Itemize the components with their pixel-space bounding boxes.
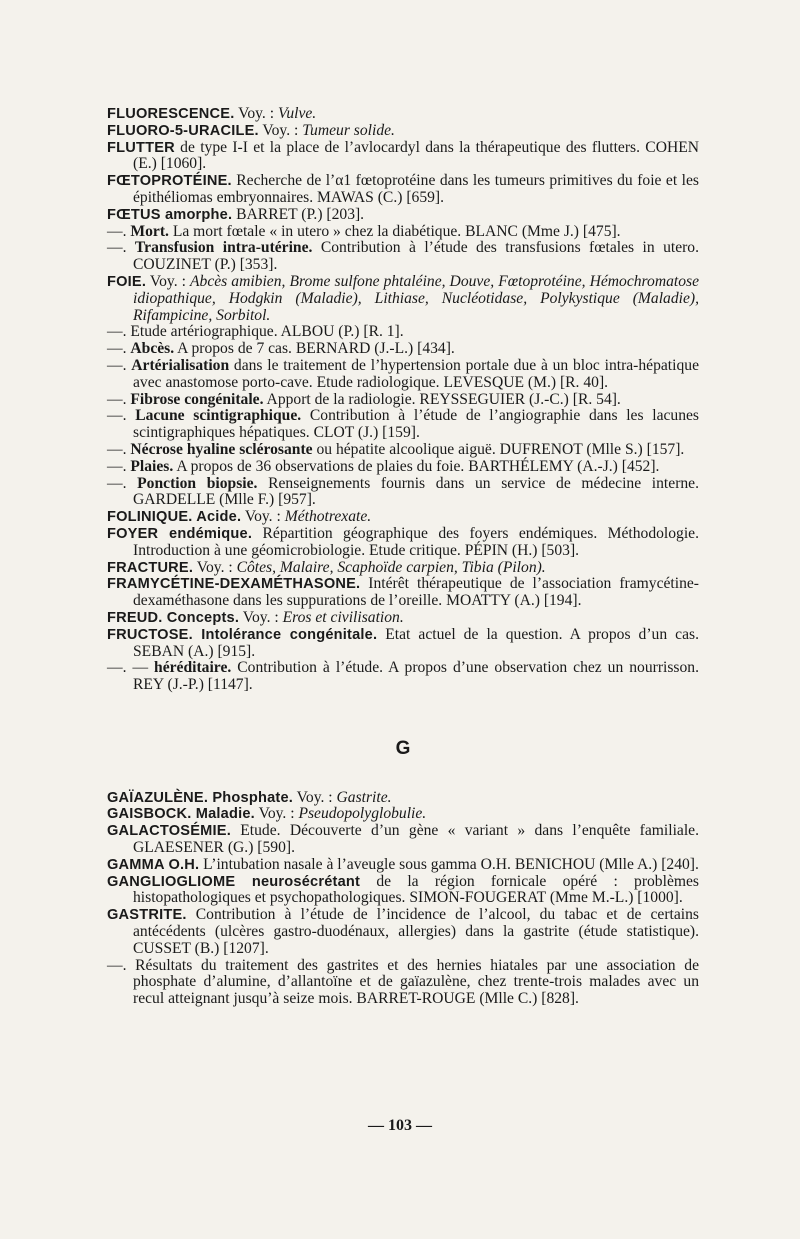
entry-subheading: Fibrose congénitale. — [130, 390, 264, 408]
entry-heading: GAISBOCK. Maladie. — [107, 806, 255, 823]
entry-text: Etat actuel de la question. A propos d’un cas. SEBAN (A.) [915]. — [133, 625, 699, 660]
entry-dash: —. — [107, 390, 131, 408]
entry-dash: —. — [107, 323, 131, 341]
index-entry — [107, 627, 699, 661]
entry-crossref: Vulve. — [277, 105, 317, 122]
entry-heading: FLUTTER — [107, 139, 175, 156]
entry-text: de la région fornicale opéré : problèmes histopathologiques et psychopathologiques. SIMON-FOUGERAT (Mme M.-L.) [1000]. — [133, 872, 699, 907]
entry-heading: FRUCTOSE. Intolérance congénitale. — [107, 626, 378, 643]
entry-dash: —. — [107, 340, 131, 358]
entry-heading: FŒTOPROTÉINE. — [107, 173, 232, 190]
index-entry — [107, 140, 699, 174]
entry-subheading: Abcès. — [130, 340, 175, 358]
entry-text: Voy. : — [234, 105, 278, 122]
entry-text: Contribution à l’étude de l’incidence de l’alcool, du tabac et de certains antécédents (ulcères gastro-duodénaux, allergies) dans la gastrite (étude statistique). CUSSET (B.) [1207]. — [133, 906, 699, 957]
index-entry — [107, 610, 699, 627]
entry-text: de type I-I et la place de l’avlocardyl dans la thérapeutique des flutters. COHEN (E.) [1060]. — [133, 138, 699, 173]
entry-crossref: Côtes, Malaire, Scaphoïde carpien, Tibia (Pilon). — [236, 558, 546, 576]
entry-text: Contribution à l’étude. A propos d’une observation chez un nourrisson. REY (J.-P.) [1147]. — [133, 659, 699, 694]
index-entry — [107, 823, 699, 857]
index-entry — [107, 240, 699, 274]
entry-heading: FOLINIQUE. Acide. — [107, 509, 242, 526]
index-entry — [107, 576, 699, 610]
index-entry — [107, 907, 699, 957]
entry-heading: FOYER endémique. — [107, 525, 253, 542]
entry-crossref: Gastrite. — [336, 788, 392, 806]
entry-text: La mort fœtale « in utero » chez la diabétique. BLANC (Mme J.) [475]. — [168, 222, 621, 240]
index-entry — [107, 106, 699, 123]
entry-text: Voy. : — [293, 788, 337, 806]
entry-text: Répartition géographique des foyers endémiques. Méthodologie. Introduction à une géomicrobiologie. Etude critique. PÉPIN (H.) [503]. — [133, 524, 700, 559]
entry-subheading: Lacune scintigraphique. — [135, 407, 302, 425]
index-entry — [107, 459, 699, 476]
entry-subheading: Artérialisation — [131, 356, 230, 374]
index-entry — [107, 408, 699, 442]
index-entry — [107, 560, 699, 577]
index-entry — [107, 207, 699, 224]
entry-crossref: Pseudopolyglobulie. — [298, 805, 427, 823]
entry-dash: —. — — [107, 659, 155, 677]
entry-crossref: Abcès amibien, Brome sulfone phtaléine, Douve, Fœtoprotéine, Hémochromatose idiopathique, Hodgkin (Maladie), Lithiase, Nucléotidase, Polykystique (Maladie), Rifampicine, Sorbitol. — [133, 272, 699, 324]
entry-dash: —. — [107, 239, 135, 257]
entry-dash: —. — [107, 440, 131, 458]
index-entry — [107, 958, 699, 1008]
entry-text: ou hépatite alcoolique aiguë. DUFRENOT (Mlle S.) [157]. — [312, 440, 685, 458]
section-f-entries — [107, 106, 699, 694]
entry-text: Intérêt thérapeutique de l’association framycétine-dexaméthasone dans les suppurations de l’oreille. MOATTY (A.) [194]. — [133, 575, 699, 610]
entry-text: Résultats du traitement des gastrites et des hernies hiatales par une association de phosphate d’alumine, d’allantoïne et de gaïazulène, chez trente-trois malades avec un recul atteignant jusqu’à seize mois. BARRET-ROUGE (Mlle C.) [828]. — [133, 956, 699, 1008]
entry-heading: GASTRITE. — [107, 907, 187, 924]
entry-text: Voy. : — [254, 805, 299, 823]
entry-heading: FŒTUS amorphe. — [107, 206, 233, 223]
entry-text: A propos de 7 cas. BERNARD (J.-L.) [434]. — [174, 340, 455, 358]
entry-text: A propos de 36 observations de plaies du foie. BARTHÉLEMY (A.-J.) [452]. — [173, 457, 660, 475]
entry-dash: —. — [107, 457, 131, 475]
entry-text: Apport de la radiologie. REYSSEGUIER (J.-C.) [R. 54]. — [263, 390, 621, 408]
entry-text: Etude artériographique. ALBOU (P.) [R. 1]. — [130, 323, 404, 341]
entry-text: L’intubation nasale à l’aveugle sous gamma O.H. BENICHOU (Mlle A.) [240]. — [199, 855, 699, 873]
entry-heading: FLUORO-5-URACILE. — [107, 122, 259, 139]
entry-heading: GAÏAZULÈNE. Phosphate. — [107, 789, 294, 806]
entry-subheading: Nécrose hyaline sclérosante — [130, 440, 313, 458]
entry-text: Voy. : — [241, 508, 285, 526]
entry-heading: GALACTOSÉMIE. — [107, 823, 231, 840]
entry-text: Etude. Découverte d’un gène « variant » dans l’enquête familiale. GLAESENER (G.) [590]. — [133, 822, 699, 857]
entry-crossref: Tumeur solide. — [302, 121, 395, 139]
entry-text: Voy. : — [146, 272, 191, 290]
entry-subheading: héréditaire. — [154, 659, 232, 677]
index-entry — [107, 476, 699, 510]
entry-heading: FRACTURE. — [107, 559, 194, 576]
entry-heading: GANGLIOGLIOME neurosécrétant — [107, 873, 361, 890]
entry-text: Contribution à l’étude de l’angiographie dans les lacunes scintigraphiques hépatiques. CLOT (J.) [159]. — [133, 407, 700, 442]
entry-text: BARRET (P.) [203]. — [232, 205, 365, 223]
index-entry — [107, 442, 699, 459]
entry-dash: —. — [107, 956, 136, 974]
index-entry — [107, 173, 699, 207]
section-letter-heading: G — [395, 737, 411, 759]
index-entry — [107, 806, 699, 823]
entry-text: Recherche de l’α1 fœtoprotéine dans les tumeurs primitives du foie et les épithéliomas embryonnaires. MAWAS (C.) [659]. — [133, 172, 699, 206]
index-entry — [107, 358, 699, 392]
index-entry — [107, 123, 699, 140]
section-g-entries — [107, 790, 699, 1008]
entry-heading: FOIE. — [107, 273, 147, 290]
index-entry — [107, 526, 699, 560]
index-entry — [107, 790, 699, 807]
entry-subheading: Transfusion intra-utérine. — [134, 239, 313, 257]
index-entry — [107, 660, 699, 694]
entry-crossref: Méthotrexate. — [284, 508, 372, 526]
entry-subheading: Mort. — [130, 222, 169, 240]
entry-heading: GAMMA O.H. — [107, 856, 200, 873]
entry-dash: —. — [107, 407, 136, 425]
index-entry — [107, 857, 699, 874]
index-entry — [107, 324, 699, 341]
index-entry — [107, 509, 699, 526]
entry-crossref: Eros et civilisation. — [282, 608, 404, 626]
entry-text: dans le traitement de l’hypertension portale due à un bloc intra-hépatique avec anastomose porto-cave. Etude radiologique. LEVESQUE (M.) [R. 40]. — [133, 356, 699, 391]
entry-heading: FRAMYCÉTINE-DEXAMÉTHASONE. — [107, 576, 361, 593]
index-entry — [107, 224, 699, 241]
index-entry — [107, 392, 699, 409]
entry-text: Contribution à l’étude des transfusions fœtales in utero. COUZINET (P.) [353]. — [133, 239, 700, 274]
entry-dash: —. — [107, 222, 131, 240]
index-column — [107, 106, 699, 1008]
entry-heading: FLUORESCENCE. — [107, 106, 235, 122]
entry-text: Voy. : — [193, 558, 237, 576]
entry-dash: —. — [107, 474, 138, 492]
entry-subheading: Plaies. — [130, 457, 174, 475]
entry-text: Renseignements fournis dans un service de médecine interne. GARDELLE (Mlle F.) [957]. — [133, 474, 699, 509]
page-number: — 103 — — [368, 1117, 432, 1134]
entry-dash: —. — [107, 356, 132, 374]
entry-text: Voy. : — [239, 608, 283, 626]
index-entry — [107, 874, 699, 908]
entry-subheading: Ponction biopsie. — [137, 474, 258, 492]
entry-heading: FREUD. Concepts. — [107, 609, 240, 626]
index-entry — [107, 341, 699, 358]
index-entry — [107, 274, 699, 324]
entry-text: Voy. : — [258, 121, 303, 139]
